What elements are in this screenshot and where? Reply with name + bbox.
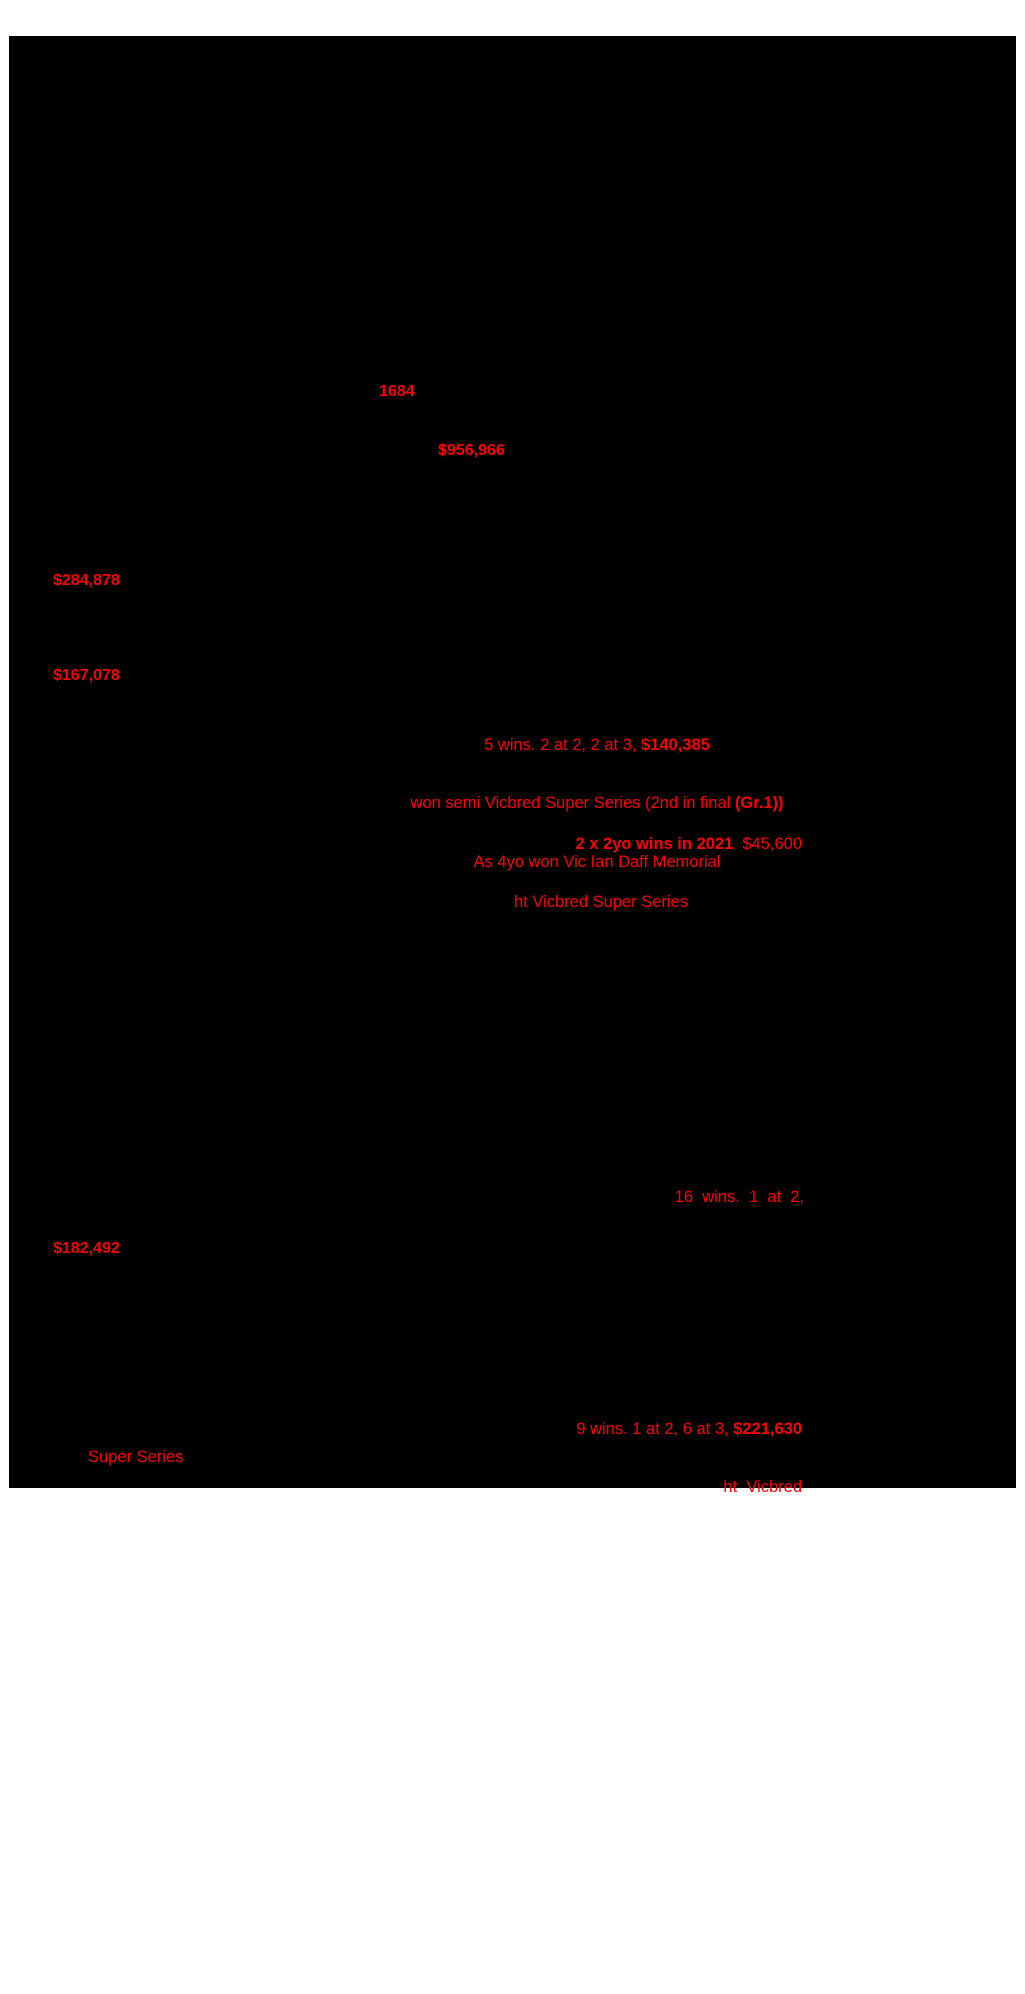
- annotation-block-16-wins: 16 wins. 1 at 2,: [674, 1188, 804, 1206]
- annotation-text-bold: $221,630: [733, 1419, 802, 1438]
- annotation-text-bold: $140,385: [641, 735, 710, 754]
- annotation-block-9-wins: [459, 1381, 802, 1537]
- annotation-text-bold: (Gr.1)): [734, 794, 784, 813]
- annotation-line: ht Vicbred Super Series: [514, 893, 688, 912]
- annotation-text-plain: 9 wins. 1 at 2, 6 at 3,: [576, 1419, 734, 1438]
- annotation-text-plain: 5 wins. 2 at 2, 2 at 3,: [484, 735, 641, 754]
- annotation-count-1684: 1684: [379, 383, 415, 400]
- annotation-line: [392, 736, 802, 755]
- annotation-earnings-182492: $182,492: [53, 1240, 120, 1257]
- annotation-super-series: Super Series: [88, 1448, 184, 1466]
- annotation-earnings-284878: $284,878: [53, 572, 120, 589]
- annotation-earnings-956966: $956,966: [438, 442, 505, 459]
- annotation-text-bold: 2 x 2yo wins in 2021: [575, 834, 734, 853]
- annotation-line: [514, 835, 802, 854]
- black-sheet-area: [9, 36, 1016, 1497]
- annotation-line: [459, 1420, 802, 1439]
- annotation-block-2yo-wins: [514, 796, 802, 952]
- annotation-line: As 4yo won Vic Ian Daff Memorial: [473, 852, 721, 871]
- annotation-earnings-167078: $167,078: [53, 667, 120, 684]
- annotation-text-plain: $45,600: [733, 834, 802, 853]
- annotation-line: ht Vicbred: [723, 1478, 802, 1497]
- annotation-text-plain: won semi Vicbred Super Series (2nd in final: [410, 794, 735, 813]
